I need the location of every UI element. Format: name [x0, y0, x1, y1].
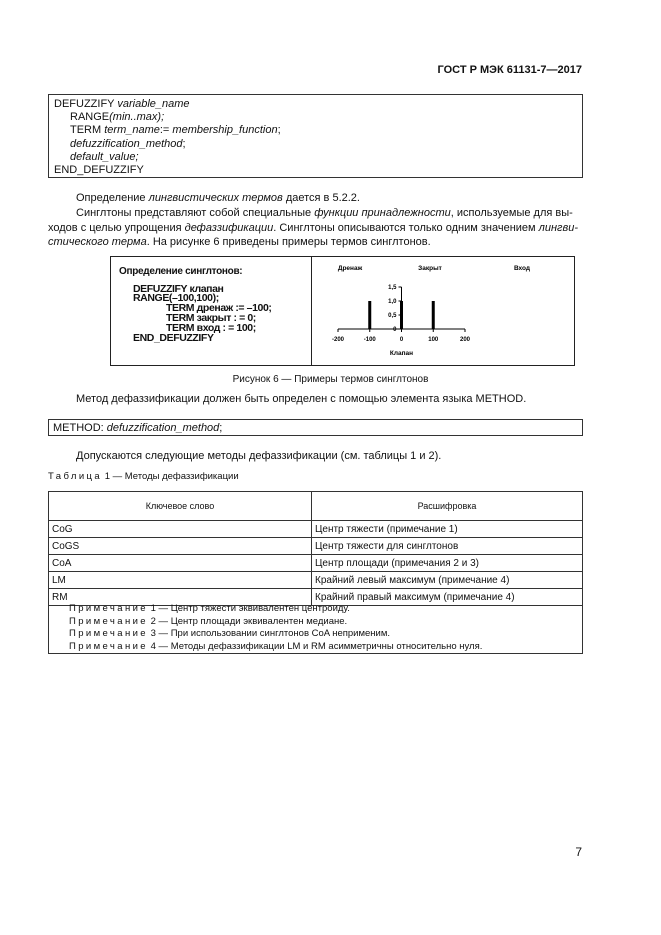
table-row	[49, 572, 583, 589]
code-keyword: END_DEFUZZIFY	[54, 164, 144, 177]
text: . Синглтоны описываются только одним значением	[273, 221, 539, 234]
y-tick-label: 0	[393, 327, 397, 333]
text: ходов с целью упрощения	[48, 221, 185, 234]
defuzzification-methods-table	[48, 491, 583, 606]
code-line	[54, 98, 577, 111]
code-param: defuzzification_method	[106, 422, 220, 434]
code-param: defuzzification_method	[70, 137, 183, 150]
note-text: 1 — Центр тяжести эквивалентен центроиду.	[148, 603, 350, 614]
cell-keyword: RM	[49, 589, 312, 606]
singleton-bar	[368, 301, 371, 329]
standard-header: ГОСТ Р МЭК 61131-7—2017	[437, 64, 582, 76]
note	[69, 616, 582, 629]
table-header-description: Расшифровка	[312, 492, 583, 521]
note-text: 2 — Центр площади эквивалентен медиане.	[148, 615, 348, 627]
text-italic: лингвистических термов	[148, 192, 283, 204]
note	[69, 628, 582, 641]
line	[48, 221, 583, 236]
cell-description: Крайний правый максимум (примечание 4)	[312, 589, 583, 606]
text-italic: стического терма	[48, 236, 147, 248]
y-tick-label: 0,5	[388, 313, 397, 319]
note-word: Примечание	[69, 615, 148, 627]
x-tick-label: 200	[459, 337, 471, 343]
note	[69, 641, 582, 654]
figure-code-line: TERM вход : = 100;	[166, 322, 256, 334]
code-param: variable_name	[117, 98, 190, 110]
code-punct: ;	[277, 124, 281, 137]
x-axis-label: Клапан	[389, 350, 414, 357]
text-italic: лингви-	[538, 221, 578, 234]
paragraph-methods-allowed: Допускаются следующие методы дефаззификации (см. таблицы 1 и 2).	[76, 450, 442, 462]
text: Синглтоны представляют собой специальные	[76, 207, 315, 219]
text-italic: дефаззификации	[184, 221, 274, 234]
table-header-row	[49, 492, 583, 521]
cell-keyword: CoA	[49, 555, 312, 572]
code-keyword: DEFUZZIFY	[54, 98, 118, 110]
figure-code-line: RANGE(–100,100);	[133, 292, 219, 304]
figure-code-line: TERM закрыт : = 0;	[166, 312, 256, 324]
code-param: term_name	[104, 124, 160, 137]
figure-6	[110, 256, 575, 366]
code-param: default_value;	[70, 150, 139, 163]
y-tick-label: 1,0	[388, 299, 397, 305]
cell-description: Центр площади (примечания 2 и 3)	[312, 555, 583, 572]
figure-code-title: Определение синглтонов:	[119, 266, 243, 277]
x-tick-label: 100	[428, 337, 439, 343]
series-label: Закрыт	[418, 265, 442, 272]
figure-code-line: END_DEFUZZIFY	[133, 332, 214, 344]
table-row	[49, 521, 583, 538]
code-keyword: TERM	[70, 124, 105, 137]
table-caption	[48, 471, 239, 482]
series-label: Дренаж	[337, 265, 363, 272]
x-tick-label: 0	[399, 337, 404, 343]
line	[48, 206, 583, 221]
note-word: Примечание	[69, 640, 148, 652]
code-line	[54, 138, 577, 151]
table-row	[49, 555, 583, 572]
note-word: Примечание	[69, 603, 148, 614]
note	[69, 603, 582, 616]
note-word: Примечание	[69, 628, 148, 639]
code-param: membership_function	[172, 124, 278, 137]
cell-keyword: CoG	[49, 521, 312, 538]
table-notes	[48, 602, 583, 654]
paragraph-method: Метод дефаззификации должен быть определен с помощью элемента языка METHOD.	[76, 393, 527, 405]
code-op: :=	[159, 124, 173, 137]
series-label: Вход	[513, 265, 531, 272]
text-italic: функции принадлежности	[314, 207, 451, 219]
figure-code-line: TERM дренаж := –100;	[166, 302, 272, 314]
page-number: 7	[575, 845, 582, 859]
code-line	[54, 151, 577, 164]
figure-caption: Рисунок 6 — Примеры термов синглтонов	[232, 374, 429, 385]
cell-description: Центр тяжести (примечание 1)	[312, 521, 583, 538]
singleton-chart	[312, 257, 574, 365]
figure-code-line: DEFUZZIFY клапан	[133, 283, 224, 295]
code-punct: ;	[219, 422, 223, 434]
code-punct: ;	[182, 137, 186, 150]
code-param: (min..max);	[109, 111, 165, 124]
cell-description: Крайний левый максимум (примечание 4)	[312, 572, 583, 589]
code-line	[54, 164, 577, 177]
code-keyword: RANGE	[70, 111, 110, 124]
x-tick-label: -200	[331, 337, 345, 343]
caption-text: 1 — Методы дефаззификации	[102, 471, 239, 482]
text: . На рисунке 6 приведены примеры термов синглтонов.	[146, 236, 431, 248]
cell-keyword: CoGS	[49, 538, 312, 555]
singleton-bar	[400, 301, 403, 329]
paragraph-singletons	[48, 206, 583, 250]
paragraph-terms	[48, 191, 583, 206]
cell-description: Центр тяжести для синглтонов	[312, 538, 583, 555]
code-block-defuzzify	[48, 94, 583, 178]
text: дается в 5.2.2.	[282, 192, 360, 204]
caption-word: Таблица	[48, 471, 103, 482]
figure-code-panel	[111, 257, 312, 365]
table-header-keyword: Ключевое слово	[49, 492, 312, 521]
text: , используемые для вы-	[450, 207, 573, 219]
code-line	[54, 124, 577, 137]
line	[48, 235, 583, 250]
method-code-box	[48, 419, 583, 436]
singleton-bar	[432, 301, 435, 329]
note-text: 4 — Методы дефаззификации LM и RM асимметричны относительно нуля.	[148, 640, 483, 652]
code-line	[54, 111, 577, 124]
x-tick-label: -100	[363, 337, 376, 343]
note-text: 3 — При использовании синглтонов CoA неприменим.	[148, 628, 391, 639]
y-tick-label: 1,5	[388, 285, 397, 291]
code-keyword: METHOD:	[53, 422, 107, 434]
table-row	[49, 538, 583, 555]
cell-keyword: LM	[49, 572, 312, 589]
text: Определение	[76, 192, 149, 204]
